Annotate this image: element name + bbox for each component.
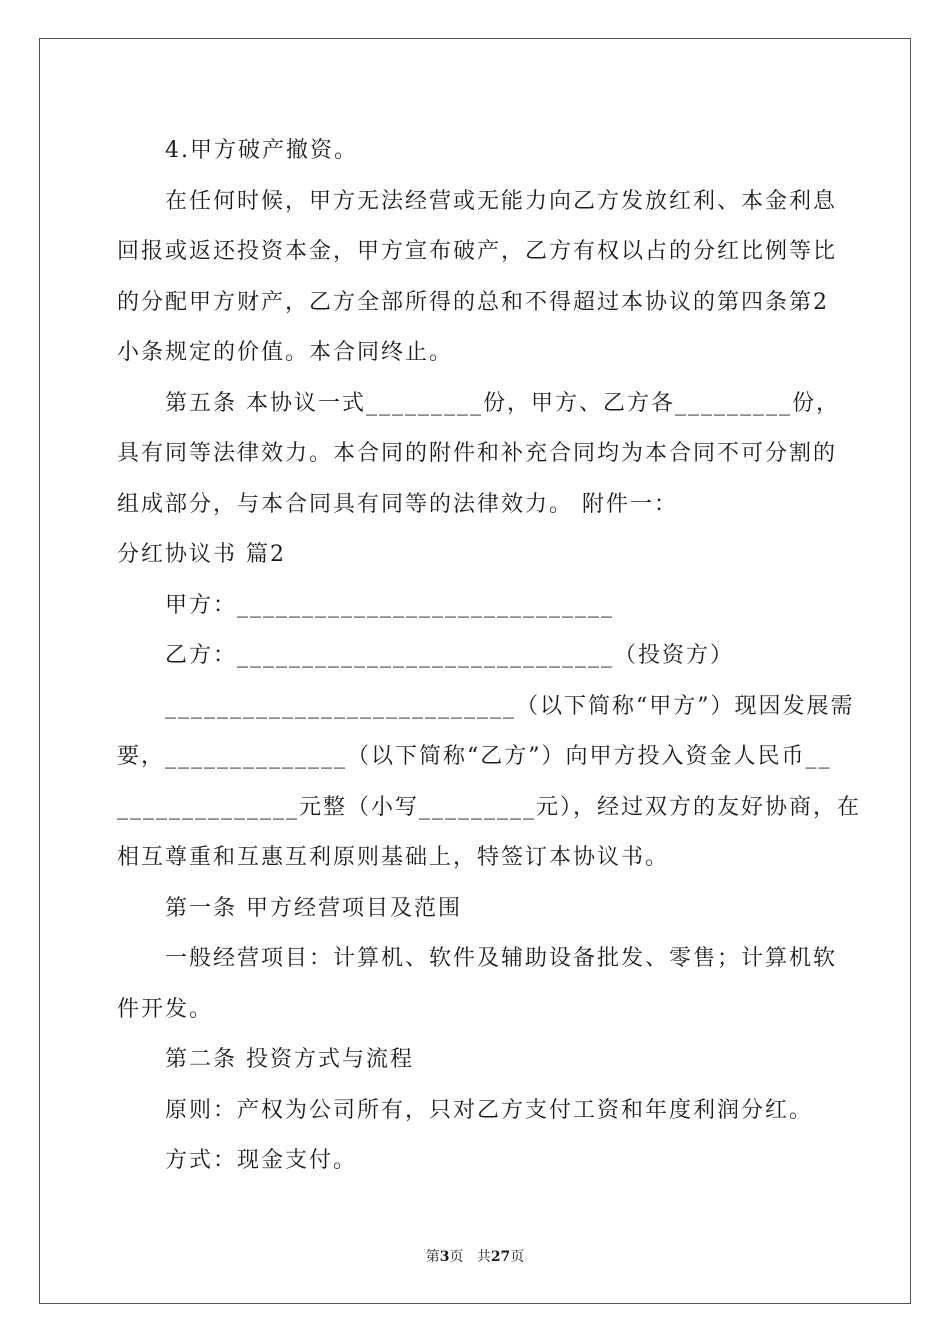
paragraph-line: 在任何时候，甲方无法经营或无能力向乙方发放红利、本金利息 <box>165 188 838 214</box>
article-heading: 第二条 投资方式与流程 <box>165 1047 414 1072</box>
total-suffix: 页 <box>510 1249 525 1265</box>
party-a-line: 甲方：_____________________________ <box>165 592 615 618</box>
section-heading: 分红协议书 篇2 <box>117 542 286 567</box>
page-suffix: 页 <box>449 1249 464 1265</box>
paragraph-line: 具有同等法律效力。本合同的附件和补充合同均为本合同不可分割的 <box>117 441 838 466</box>
paragraph-line: 4.甲方破产撤资。 <box>165 138 358 163</box>
paragraph-line: ______________元整（小写_________元），经过双方的友好协商，在 <box>117 794 862 820</box>
paragraph-line: 相互尊重和互惠互利原则基础上，特签订本协议书。 <box>117 845 670 870</box>
page-footer <box>0 1246 950 1266</box>
paragraph-line: 一般经营项目：计算机、软件及辅助设备批发、零售；计算机软 <box>165 946 838 971</box>
paragraph-line: 件开发。 <box>117 996 214 1022</box>
page-label: 第 <box>425 1249 440 1265</box>
paragraph-line: 方式：现金支付。 <box>165 1148 358 1173</box>
paragraph-line: 小条规定的价值。本合同终止。 <box>117 340 454 365</box>
paragraph-line: 的分配甲方财产，乙方全部所得的总和不得超过本协议的第四条第2 <box>117 289 829 315</box>
party-b-line: 乙方：_____________________________（投资方） <box>165 643 735 668</box>
document-body <box>117 126 862 1187</box>
paragraph-line: 组成部分，与本合同具有同等的法律效力。 附件一： <box>117 491 678 517</box>
total-label: 共 <box>476 1249 491 1265</box>
paragraph-line: 原则：产权为公司所有，只对乙方支付工资和年度利润分红。 <box>165 1097 814 1123</box>
paragraph-line: 第五条 本协议一式_________份，甲方、乙方各_________份， <box>165 390 840 416</box>
total-pages: 27 <box>490 1249 511 1265</box>
paragraph-line: 回报或返还投资本金，甲方宣布破产，乙方有权以占的分红比例等比 <box>117 239 838 264</box>
article-heading: 第一条 甲方经营项目及范围 <box>165 895 462 921</box>
paragraph-line: 要，______________（以下简称“乙方”）向甲方投入资金人民币__ <box>117 744 832 769</box>
paragraph-line: ___________________________（以下简称“甲方”）现因发展需 <box>165 693 855 719</box>
page-number: 3 <box>439 1249 450 1265</box>
